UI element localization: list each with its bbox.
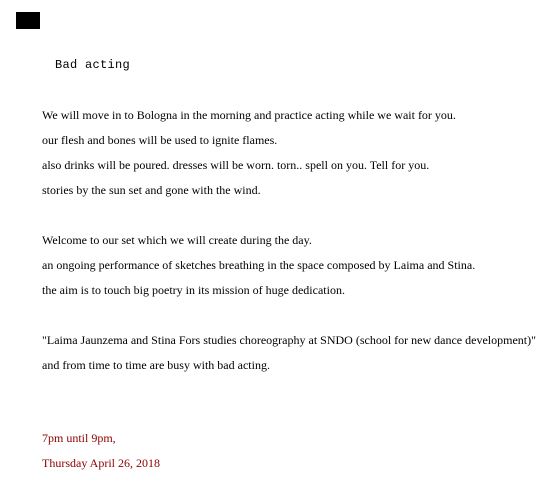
paragraph-1-line-2: our flesh and bones will be used to ignite flames.	[42, 133, 278, 147]
paragraph-2-line-1: Welcome to our set which we will create during the day.	[42, 233, 312, 247]
logo-icon[interactable]	[16, 12, 40, 29]
paragraph-3-line-2: and from time to time are busy with bad acting.	[42, 358, 270, 372]
paragraph-1-line-1: We will move in to Bologna in the morning and practice acting while we wait for you.	[42, 108, 456, 122]
paragraph-2-line-2: an ongoing performance of sketches breathing in the space composed by Laima and Stina.	[42, 258, 476, 272]
event-date: Thursday April 26, 2018	[42, 456, 160, 470]
event-time: 7pm until 9pm,	[42, 431, 116, 445]
paragraph-1-line-4: stories by the sun set and gone with the wind.	[42, 183, 261, 197]
paragraph-1-line-3: also drinks will be poured. dresses will be worn. torn.. spell on you. Tell for you.	[42, 158, 430, 172]
paragraph-3-line-1: "Laima Jaunzema and Stina Fors studies choreography at SNDO (school for new dance development)"	[42, 333, 536, 347]
page-title: Bad acting	[55, 58, 131, 72]
paragraph-2-line-3: the aim is to touch big poetry in its mission of huge dedication.	[42, 283, 345, 297]
